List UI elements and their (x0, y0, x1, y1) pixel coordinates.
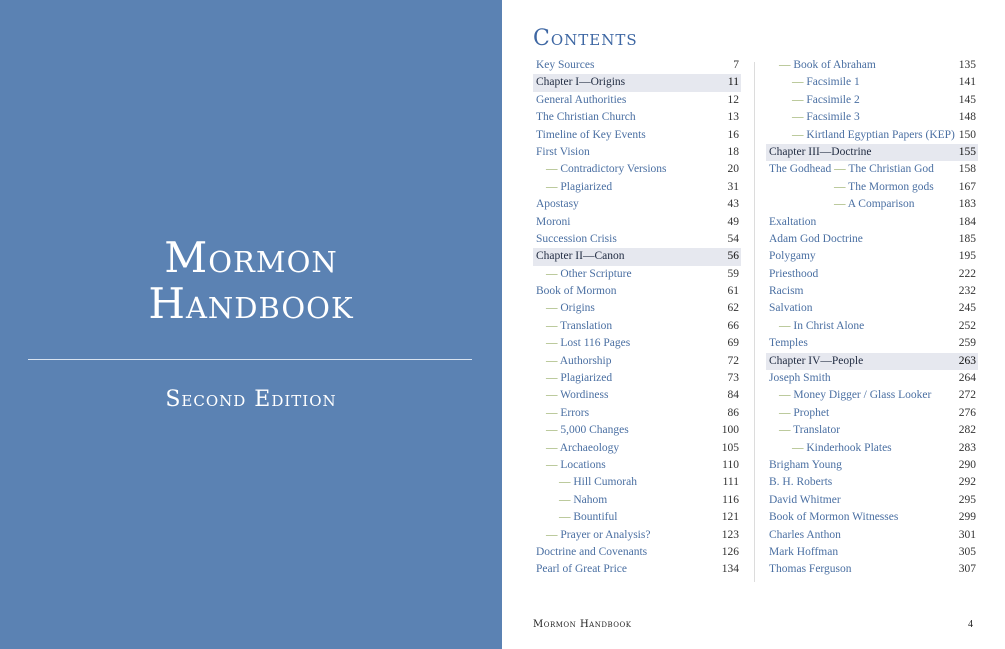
toc-entry-text: Apostasy (536, 198, 579, 211)
toc-entry-text: In Christ Alone (793, 319, 865, 332)
toc-page-number: 145 (958, 93, 976, 106)
toc-entry[interactable] (533, 179, 741, 196)
toc-entry-label (769, 370, 831, 387)
toc-entry-label (536, 544, 647, 561)
toc-dash: — (559, 511, 574, 524)
toc-dash: — (546, 424, 561, 437)
toc-entry[interactable] (533, 335, 741, 352)
toc-entry-label (546, 300, 595, 317)
toc-dash: — (792, 441, 807, 454)
toc-page-number: 222 (958, 267, 976, 280)
toc-entry[interactable] (533, 353, 741, 370)
toc-page-number: 105 (721, 441, 739, 454)
toc-page-number: 69 (727, 337, 739, 350)
toc-entry-text: The Godhead (769, 163, 832, 176)
toc-dash: — (546, 267, 561, 280)
toc-dash: — (546, 441, 560, 454)
toc-entry-label (546, 457, 606, 474)
page-number: 4 (968, 619, 973, 630)
toc-entry-label (546, 405, 589, 422)
toc-entry[interactable] (533, 492, 741, 509)
toc-dash: — (546, 180, 561, 193)
toc-entry-text: Facsimile 1 (806, 76, 860, 89)
toc-entry-text: Racism (769, 285, 804, 298)
toc-entry-text: Chapter III—Doctrine (769, 145, 872, 158)
toc-page-number: 43 (727, 198, 739, 211)
toc-entry[interactable] (533, 318, 741, 335)
toc-entry[interactable] (533, 387, 741, 404)
toc-dash: — (546, 389, 561, 402)
toc-entry-text: Prayer or Analysis? (560, 528, 651, 541)
toc-dash: — (792, 128, 807, 141)
toc-page-number: 150 (958, 128, 976, 141)
toc-page-number: 195 (958, 250, 976, 263)
toc-entry-label (559, 492, 607, 509)
toc-entry[interactable] (766, 509, 978, 526)
toc-page-number: 292 (958, 476, 976, 489)
toc-page-number: 305 (958, 545, 976, 558)
toc-entry-text: Charles Anthon (769, 528, 841, 541)
cover-divider (28, 359, 472, 360)
toc-entry[interactable] (766, 474, 978, 491)
toc-entry[interactable] (533, 266, 741, 283)
toc-entry[interactable] (766, 144, 978, 161)
toc-entry-label (769, 353, 863, 370)
column-divider (754, 62, 755, 582)
toc-entry[interactable] (766, 92, 978, 109)
toc-entry-label (546, 266, 632, 283)
toc-entry-label (769, 527, 841, 544)
toc-entry-text: Chapter I—Origins (536, 76, 626, 89)
toc-entry-label (559, 509, 617, 526)
toc-page-number: 299 (958, 511, 976, 524)
toc-entry-text: Adam God Doctrine (769, 232, 863, 245)
toc-entry-label (536, 144, 590, 161)
toc-entry-text: Origins (560, 302, 595, 315)
toc-entry[interactable] (766, 353, 978, 370)
toc-entry-text: Moroni (536, 215, 571, 228)
toc-dash: — (834, 198, 848, 211)
toc-entry-text: Temples (769, 337, 808, 350)
toc-entry[interactable] (533, 474, 741, 491)
toc-entry-label (559, 474, 637, 491)
toc-entry-text: Succession Crisis (536, 232, 617, 245)
toc-dash: — (779, 389, 794, 402)
toc-entry-text: Thomas Ferguson (769, 563, 852, 576)
toc-dash: — (546, 528, 561, 541)
toc-entry-text: Book of Abraham (793, 59, 876, 71)
toc-dash: — (546, 406, 561, 419)
cover-title-line2: Handbook (148, 279, 354, 328)
toc-entry[interactable] (766, 74, 978, 91)
cover-panel (0, 0, 502, 649)
toc-entry-text: Authorship (559, 354, 612, 367)
toc-page-number: 7 (733, 59, 739, 71)
toc-entry[interactable] (533, 214, 741, 231)
toc-page-number: 276 (958, 406, 976, 419)
toc-page-number: 54 (727, 232, 739, 245)
toc-page-number: 307 (958, 563, 976, 576)
toc-entry-label (769, 283, 804, 300)
toc-entry-text: Book of Mormon Witnesses (769, 511, 899, 524)
toc-entry-label (792, 127, 955, 144)
toc-entry-label (769, 248, 816, 265)
toc-entry-label (546, 353, 612, 370)
toc-entry-text: Locations (560, 458, 606, 471)
toc-dash: — (546, 163, 561, 176)
toc-entry-text: Timeline of Key Events (536, 128, 646, 141)
toc-entry-text: Plagiarized (560, 372, 613, 385)
toc-column-right (766, 57, 978, 579)
toc-entry[interactable] (533, 300, 741, 317)
toc-entry-text: David Whitmer (769, 493, 841, 506)
toc-entry-text: Plagiarized (560, 180, 613, 193)
toc-page-number: 116 (722, 493, 739, 506)
toc-entry[interactable] (533, 161, 741, 178)
toc-dash: — (792, 93, 807, 106)
toc-entry-text: Prophet (793, 406, 830, 419)
toc-entry[interactable] (533, 57, 741, 74)
toc-entry-label (536, 109, 636, 126)
toc-page-number: 121 (721, 511, 739, 524)
toc-entry-label (536, 283, 617, 300)
toc-entry-text: Chapter IV—People (769, 354, 864, 367)
toc-page-number: 295 (958, 493, 976, 506)
toc-entry-label (546, 318, 612, 335)
toc-page-number: 61 (727, 285, 739, 298)
toc-entry-text: Salvation (769, 302, 813, 315)
toc-page-number: 110 (722, 458, 739, 471)
toc-entry-text: 5,000 Changes (560, 424, 629, 437)
toc-page-number: 148 (958, 111, 976, 124)
toc-entry-text: Archaeology (559, 441, 620, 454)
toc-entry-label (769, 144, 872, 161)
toc-entry[interactable] (766, 527, 978, 544)
toc-page-number: 185 (958, 232, 976, 245)
toc-entry-text: Mark Hoffman (769, 545, 839, 558)
toc-page-number: 252 (958, 319, 976, 332)
toc-entry[interactable] (766, 492, 978, 509)
toc-dash: — (546, 337, 561, 350)
toc-dash: — (546, 354, 560, 367)
toc-dash: — (779, 59, 794, 71)
toc-entry-text: Book of Mormon (536, 285, 617, 298)
toc-entry-text: Pearl of Great Price (536, 563, 628, 576)
toc-entry[interactable] (533, 248, 741, 265)
toc-entry[interactable] (766, 335, 978, 352)
toc-entry-label (792, 109, 860, 126)
toc-entry-label (536, 214, 571, 231)
toc-entry-label (546, 422, 629, 439)
toc-entry-label (546, 440, 619, 457)
toc-dash: — (559, 476, 574, 489)
toc-entry[interactable] (533, 109, 741, 126)
toc-entry-text: Doctrine and Covenants (536, 545, 648, 558)
toc-page-number: 126 (721, 545, 739, 558)
toc-entry-text: Kirtland Egyptian Papers (KEP) (806, 128, 955, 141)
toc-page-number: 282 (958, 424, 976, 437)
toc-dash: — (779, 319, 794, 332)
toc-entry[interactable] (533, 283, 741, 300)
toc-page-number: 232 (958, 285, 976, 298)
toc-dash: — (559, 493, 574, 506)
toc-page-number: 59 (727, 267, 739, 280)
toc-entry-text: Errors (560, 406, 590, 419)
toc-entry[interactable] (533, 422, 741, 439)
toc-page-number: 49 (727, 215, 739, 228)
toc-entry-text: Translation (560, 319, 613, 332)
toc-entry-label (792, 440, 892, 457)
toc-page-number: 134 (721, 563, 739, 576)
toc-entry[interactable] (766, 196, 978, 213)
toc-dash: — (792, 76, 807, 89)
toc-entry-text: Lost 116 Pages (560, 337, 631, 350)
toc-entry[interactable] (766, 266, 978, 283)
toc-entry[interactable] (533, 527, 741, 544)
toc-entry-label (779, 387, 931, 404)
toc-page-number: 135 (958, 59, 976, 71)
toc-entry-text: The Mormon gods (848, 180, 934, 193)
toc-entry-text: Key Sources (536, 59, 595, 71)
toc-page-number: 20 (727, 163, 739, 176)
toc-page-number: 62 (727, 302, 739, 315)
toc-entry[interactable] (533, 127, 741, 144)
toc-entry-label (536, 127, 646, 144)
toc-entry[interactable] (533, 74, 741, 91)
toc-entry-label (769, 335, 808, 352)
toc-page-number: 245 (958, 302, 976, 315)
toc-page-number: 72 (727, 354, 739, 367)
toc-entry-label (536, 92, 626, 109)
toc-entry[interactable] (766, 544, 978, 561)
toc-entry-label (546, 161, 667, 178)
toc-page-number: 141 (958, 76, 976, 89)
toc-entry-label (769, 300, 812, 317)
toc-entry[interactable] (766, 214, 978, 231)
toc-entry-text: Bountiful (573, 511, 618, 524)
toc-entry[interactable] (766, 127, 978, 144)
toc-entry-text: Translator (793, 424, 841, 437)
toc-dash: — (779, 424, 794, 437)
toc-dash: — (831, 163, 849, 176)
toc-entry-text: Exaltation (769, 215, 817, 228)
toc-dash: — (792, 111, 807, 124)
toc-entry-label (792, 92, 860, 109)
footer-title: Mormon Handbook (533, 619, 632, 630)
toc-entry-text: Money Digger / Glass Looker (793, 389, 932, 402)
toc-entry-label (792, 74, 860, 91)
toc-page-number: 12 (727, 93, 739, 106)
toc-entry-text: Contradictory Versions (560, 163, 667, 176)
toc-entry[interactable] (533, 457, 741, 474)
toc-entry[interactable] (766, 422, 978, 439)
toc-page-number: 155 (958, 145, 976, 158)
toc-entry[interactable] (533, 92, 741, 109)
toc-dash: — (546, 372, 561, 385)
toc-entry-label (769, 509, 898, 526)
toc-entry-label (769, 492, 841, 509)
toc-entry[interactable] (766, 405, 978, 422)
toc-page-number: 301 (958, 528, 976, 541)
toc-entry[interactable] (533, 144, 741, 161)
toc-page-number: 111 (722, 476, 739, 489)
toc-entry[interactable] (766, 300, 978, 317)
toc-entry[interactable] (533, 405, 741, 422)
toc-entry-text: A Comparison (847, 198, 915, 211)
toc-entry[interactable] (533, 561, 741, 578)
toc-entry-text: Priesthood (769, 267, 819, 280)
toc-entry-text: First Vision (536, 145, 590, 158)
toc-entry-text: Facsimile 3 (806, 111, 860, 124)
cover-title-line1: Mormon (164, 233, 338, 282)
toc-entry[interactable] (766, 370, 978, 387)
toc-page-number: 86 (727, 406, 739, 419)
toc-entry-label (536, 561, 627, 578)
toc-page-number: 56 (727, 250, 739, 263)
toc-entry-label (779, 422, 840, 439)
toc-page-number: 264 (958, 372, 976, 385)
toc-page-number: 31 (727, 180, 739, 193)
toc-page-number: 184 (958, 215, 976, 228)
toc-page-number: 290 (958, 458, 976, 471)
toc-entry-label (769, 161, 934, 178)
toc-entry-text: Brigham Young (769, 458, 842, 471)
toc-page-number: 18 (727, 145, 739, 158)
toc-entry[interactable] (766, 161, 978, 178)
toc-entry[interactable] (766, 231, 978, 248)
toc-page-number: 123 (721, 528, 739, 541)
contents-heading: Contents (533, 26, 638, 51)
toc-dash: — (546, 302, 561, 315)
toc-entry-text: General Authorities (536, 93, 627, 106)
toc-entry[interactable] (766, 109, 978, 126)
toc-entry-label (536, 231, 617, 248)
toc-entry-label (779, 405, 829, 422)
toc-entry-text: Nahom (573, 493, 608, 506)
toc-entry-label (769, 266, 818, 283)
toc-entry[interactable] (766, 283, 978, 300)
toc-entry[interactable] (533, 440, 741, 457)
toc-page-number: 66 (727, 319, 739, 332)
toc-entry[interactable] (533, 544, 741, 561)
toc-entry-label (546, 370, 612, 387)
toc-entry-label (546, 387, 608, 404)
toc-entry-label (536, 248, 624, 265)
toc-entry-text: Chapter II—Canon (536, 250, 625, 263)
toc-entry-text: Kinderhook Plates (806, 441, 892, 454)
toc-entry-text: Hill Cumorah (573, 476, 637, 489)
toc-page-number: 100 (721, 424, 739, 437)
toc-entry-label (536, 196, 579, 213)
toc-entry-label (834, 179, 934, 196)
cover-edition: Second Edition (165, 387, 337, 412)
toc-entry-label (779, 57, 876, 74)
toc-page-number: 84 (727, 389, 739, 402)
toc-entry-label (546, 527, 650, 544)
toc-page-number: 73 (727, 372, 739, 385)
toc-entry-label (769, 474, 832, 491)
toc-entry-label (536, 74, 625, 91)
toc-dash: — (546, 458, 561, 471)
toc-entry[interactable] (766, 57, 978, 74)
toc-entry[interactable] (533, 370, 741, 387)
toc-page-number: 183 (958, 198, 976, 211)
toc-entry-text: Other Scripture (560, 267, 632, 280)
toc-page-number: 11 (727, 76, 739, 89)
toc-entry[interactable] (766, 318, 978, 335)
toc-dash: — (779, 406, 794, 419)
toc-entry-subtext: The Christian God (848, 163, 934, 176)
toc-page-number: 167 (958, 180, 976, 193)
toc-entry[interactable] (766, 457, 978, 474)
toc-entry-text: The Christian Church (536, 111, 636, 124)
toc-entry[interactable] (533, 231, 741, 248)
toc-entry-text: B. H. Roberts (769, 476, 833, 489)
toc-entry-text: Joseph Smith (769, 372, 831, 385)
toc-entry-label (769, 561, 852, 578)
toc-entry-text: Facsimile 2 (806, 93, 860, 106)
toc-page-number: 272 (958, 389, 976, 402)
toc-entry-label (769, 544, 838, 561)
toc-page-number: 16 (727, 128, 739, 141)
toc-column-left (533, 57, 741, 579)
toc-page-number: 283 (958, 441, 976, 454)
toc-entry[interactable] (533, 196, 741, 213)
toc-entry-label (779, 318, 864, 335)
toc-entry-label (769, 214, 816, 231)
toc-entry-label (546, 335, 630, 352)
toc-entry-label (546, 179, 612, 196)
toc-entry[interactable] (766, 440, 978, 457)
toc-entry[interactable] (533, 509, 741, 526)
toc-page-number: 259 (958, 337, 976, 350)
toc-dash: — (834, 180, 849, 193)
toc-dash: — (546, 319, 561, 332)
toc-page-number: 263 (958, 354, 976, 367)
toc-entry-label (834, 196, 915, 213)
toc-entry-text: Polygamy (769, 250, 816, 263)
toc-entry[interactable] (766, 179, 978, 196)
toc-page-number: 158 (958, 163, 976, 176)
toc-entry-label (769, 231, 863, 248)
toc-entry-text: Wordiness (560, 389, 609, 402)
toc-entry-label (769, 457, 842, 474)
toc-entry[interactable] (766, 387, 978, 404)
toc-entry-label (536, 57, 594, 74)
toc-entry[interactable] (766, 561, 978, 578)
toc-entry[interactable] (766, 248, 978, 265)
toc-page-number: 13 (727, 111, 739, 124)
